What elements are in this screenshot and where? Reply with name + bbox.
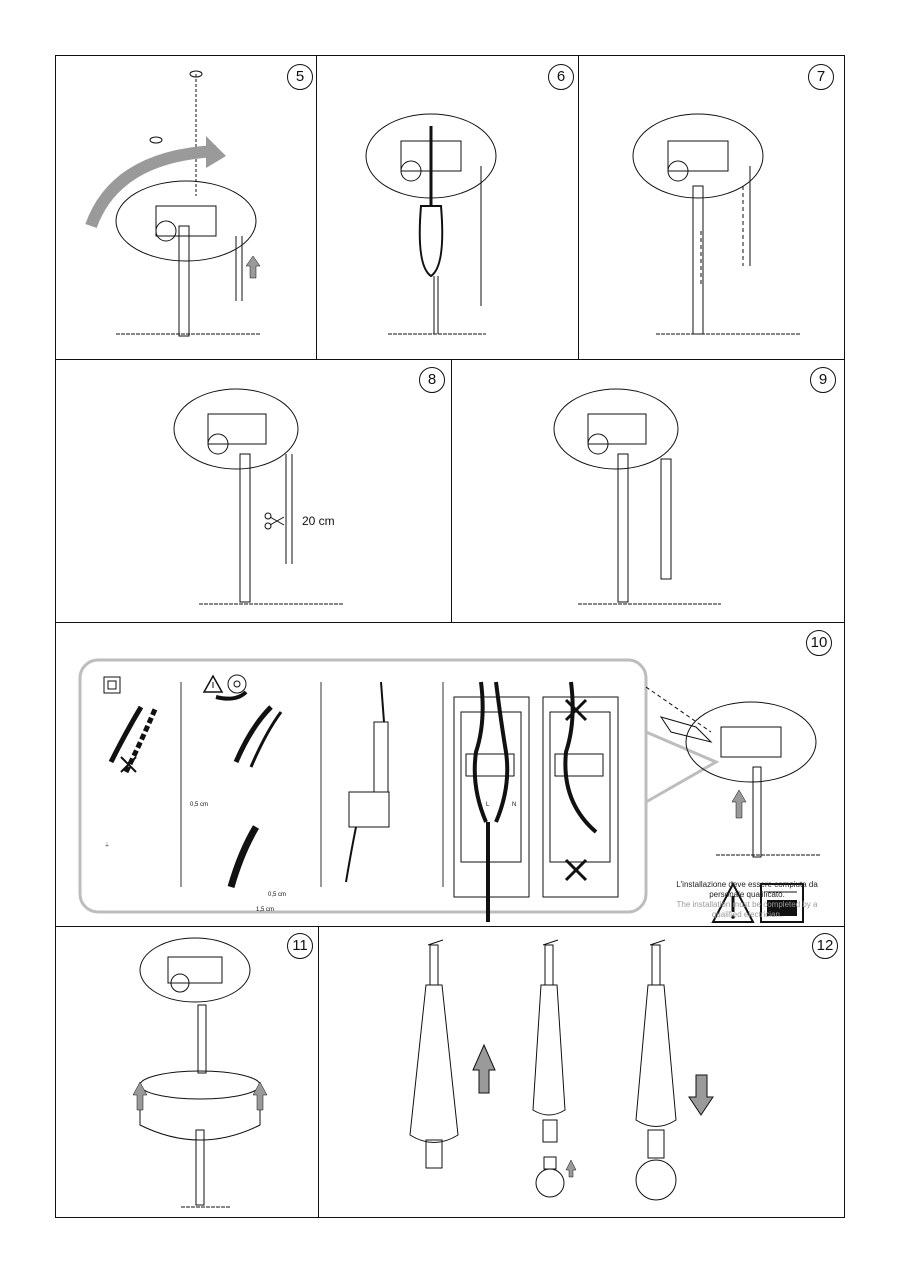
step-6-panel (316, 56, 578, 359)
step-5-illustration (56, 56, 316, 359)
installation-warning (672, 880, 822, 920)
step-number: 9 (810, 367, 836, 393)
step-12-panel (318, 925, 843, 1217)
step-8-illustration (56, 359, 451, 622)
double-insulation-icon (104, 677, 120, 693)
step-number: 6 (548, 64, 574, 90)
step-number: 8 (419, 367, 445, 393)
terminal-label-l: L (486, 802, 490, 808)
step-number: 12 (812, 933, 838, 959)
earth-label: ⏚ (104, 843, 111, 849)
step-6-illustration (316, 56, 578, 359)
arrow-up-icon (133, 1082, 147, 1110)
terminal-label-n: N (512, 802, 517, 808)
step-9-illustration (451, 359, 844, 622)
step-8-panel (56, 359, 451, 622)
step-number: 7 (808, 64, 834, 90)
arrow-up-icon (253, 1082, 267, 1110)
insulating-tape-icon (228, 675, 246, 693)
step-11-illustration (55, 925, 317, 1217)
cross-mark-icon (566, 860, 586, 880)
step-number: 5 (287, 64, 313, 90)
cross-mark-icon (566, 700, 586, 720)
arrow-up-icon (566, 1160, 576, 1177)
step-11-panel (55, 925, 317, 1217)
warning-triangle-icon (204, 676, 222, 692)
wiring-callout-box (80, 660, 646, 912)
warning-text-english: The installation must be completed by a qualified electrician. (676, 900, 818, 919)
step-7-illustration (578, 56, 844, 359)
arrow-up-icon (732, 790, 746, 818)
step-7-panel (578, 56, 844, 359)
step-number: 11 (287, 933, 313, 959)
warning-text-italian: L'installazione deve essere compiuta da personale qualificato. (676, 880, 818, 899)
strip-length-label: 0,5 cm (190, 802, 209, 808)
scissors-icon (265, 513, 284, 529)
strip-length-label: 1,5 cm (256, 907, 275, 913)
arrow-up-icon (246, 256, 260, 278)
step-12-illustration (318, 925, 843, 1217)
cut-length-label: 20 cm (302, 514, 335, 528)
arrow-down-icon (689, 1075, 713, 1115)
step-number: 10 (806, 630, 832, 656)
step-9-panel (451, 359, 844, 622)
strip-length-label: 0,5 cm (268, 892, 287, 898)
arrow-up-icon (473, 1045, 495, 1093)
screwdriver-icon (420, 126, 443, 276)
step-5-panel (56, 56, 316, 359)
rotate-arrow-icon (91, 151, 216, 226)
